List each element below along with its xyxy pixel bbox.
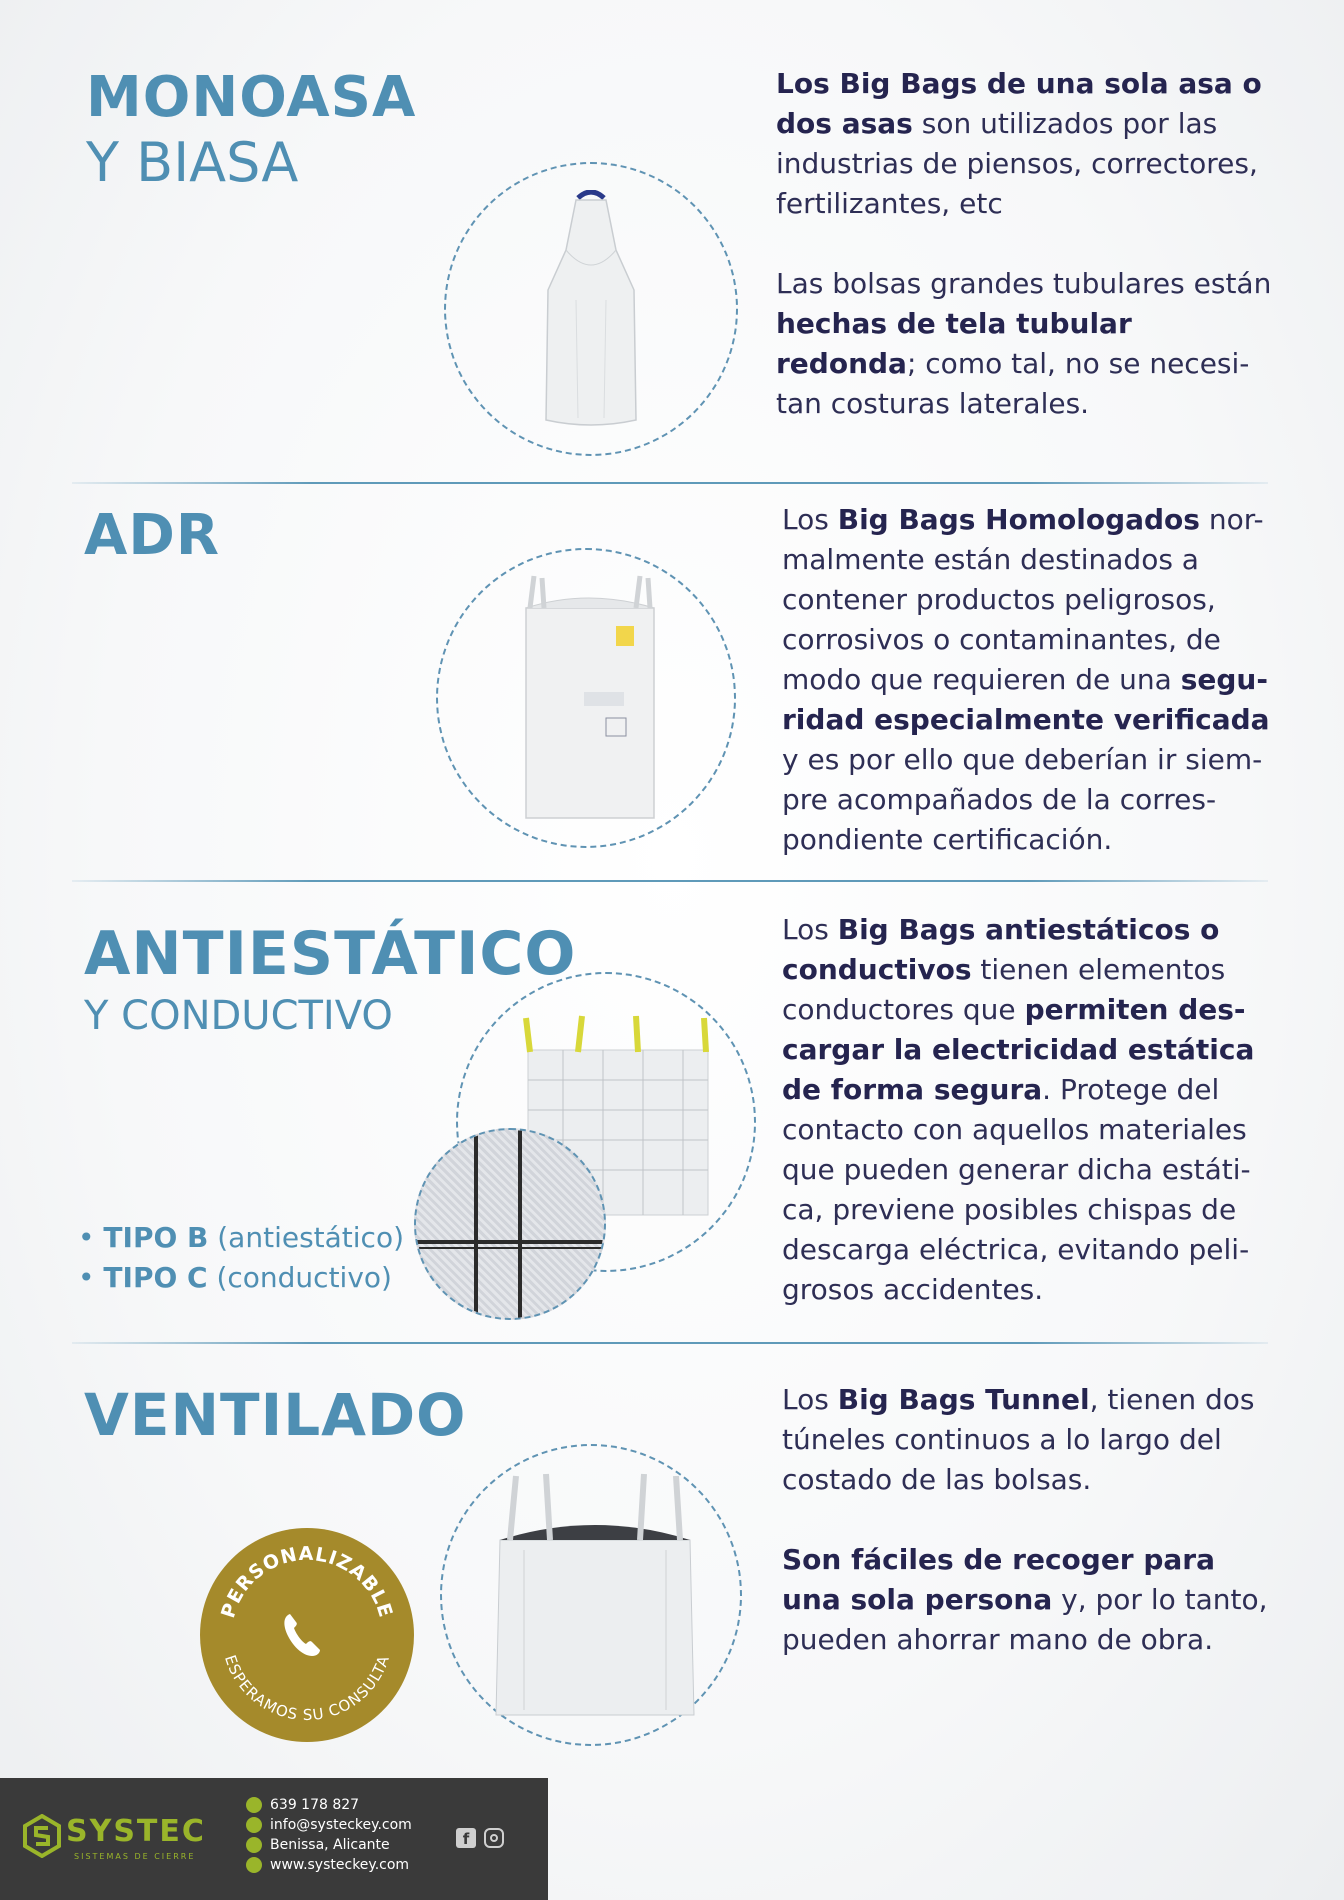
section-title-ventilado: VENTILADO: [84, 1381, 467, 1449]
contact-web[interactable]: www.systeckey.com: [246, 1855, 412, 1875]
section-title-antiestatico: ANTIESTÁTICO: [84, 919, 577, 989]
monoasa-bag-image: [536, 190, 646, 430]
section-description: Los Big Bags Homologados nor-malmente están destinados a contener productos peligrosos, corrosivos o contaminantes, de modo que requieren de una segu-ridad especialmente verificada y es por ello que deberían ir siem-pre acompañados de la corres-pondiente certificación.: [782, 503, 1270, 856]
contact-phone[interactable]: 639 178 827: [246, 1795, 412, 1815]
svg-text:ESPERAMOS SU CONSULTA: [221, 1653, 393, 1724]
phone-icon: [246, 1797, 262, 1813]
section-description: Los Big Bags antiestáticos o conductivos tienen elementos conductores que permiten des-cargar la electricidad estática de forma segura. Protege del contacto con aquellos materiales que pueden generar dicha estáti-ca, previene posibles chispas de descarga eléctrica, evitando peli-grosos accidentes.: [782, 913, 1255, 1306]
personalizable-badge: [200, 1528, 414, 1742]
facebook-icon[interactable]: f: [456, 1828, 476, 1848]
section-divider: [72, 1342, 1268, 1344]
ventilado-bag-image: [480, 1470, 710, 1720]
systec-logo-icon: [22, 1814, 62, 1858]
section-title-adr: ADR: [84, 503, 220, 568]
bullet-item: • TIPO B (antiestático): [78, 1221, 405, 1254]
bullet-item: • TIPO C (conductivo): [78, 1261, 392, 1294]
section-divider: [72, 482, 1268, 484]
svg-text:PERSONALIZABLE: [217, 1543, 397, 1621]
section-divider: [72, 880, 1268, 882]
contact-info: [246, 1795, 412, 1875]
badge-graphics: [200, 1528, 414, 1742]
section-subtitle-y-conductivo: Y CONDUCTIVO: [84, 993, 393, 1039]
social-links: [456, 1828, 504, 1848]
adr-bag-image: [508, 568, 668, 828]
fabric-detail-circle: [414, 1128, 606, 1320]
phone-icon: [284, 1614, 320, 1656]
section-title-monoasa: MONOASA: [86, 65, 417, 130]
contact-location: Benissa, Alicante: [246, 1835, 412, 1855]
section-subtitle-y-biasa: Y BIASA: [86, 131, 299, 194]
type-bullet-list: [78, 1218, 404, 1298]
brand-tagline: SISTEMAS DE CIERRE: [74, 1852, 196, 1861]
badge-bottom-text: ESPERAMOS SU CONSULTA: [221, 1652, 394, 1725]
section-description: Los Big Bags Tunnel, tienen dos túneles continuos a lo largo del costado de las bolsas. Son fáciles de recoger para una sola persona y, por lo tanto, pueden ahorrar mano de obra.: [782, 1383, 1268, 1656]
contact-email[interactable]: info@systeckey.com: [246, 1815, 412, 1835]
instagram-icon[interactable]: [484, 1828, 504, 1848]
badge-top-text: PERSONALIZABLE: [217, 1542, 397, 1621]
location-icon: [246, 1837, 262, 1853]
section-description: Los Big Bags de una sola asa o dos asas son utilizados por las industrias de piensos, correctores, fertilizantes, etc Las bolsas grandes tubulares están hechas de tela tubular redonda; como tal, no se necesi-tan costuras laterales.: [776, 67, 1272, 420]
globe-icon: [246, 1857, 262, 1873]
brand-name: SYSTEC: [66, 1814, 206, 1849]
mail-icon: [246, 1817, 262, 1833]
fabric-grid-image: [416, 1130, 604, 1318]
